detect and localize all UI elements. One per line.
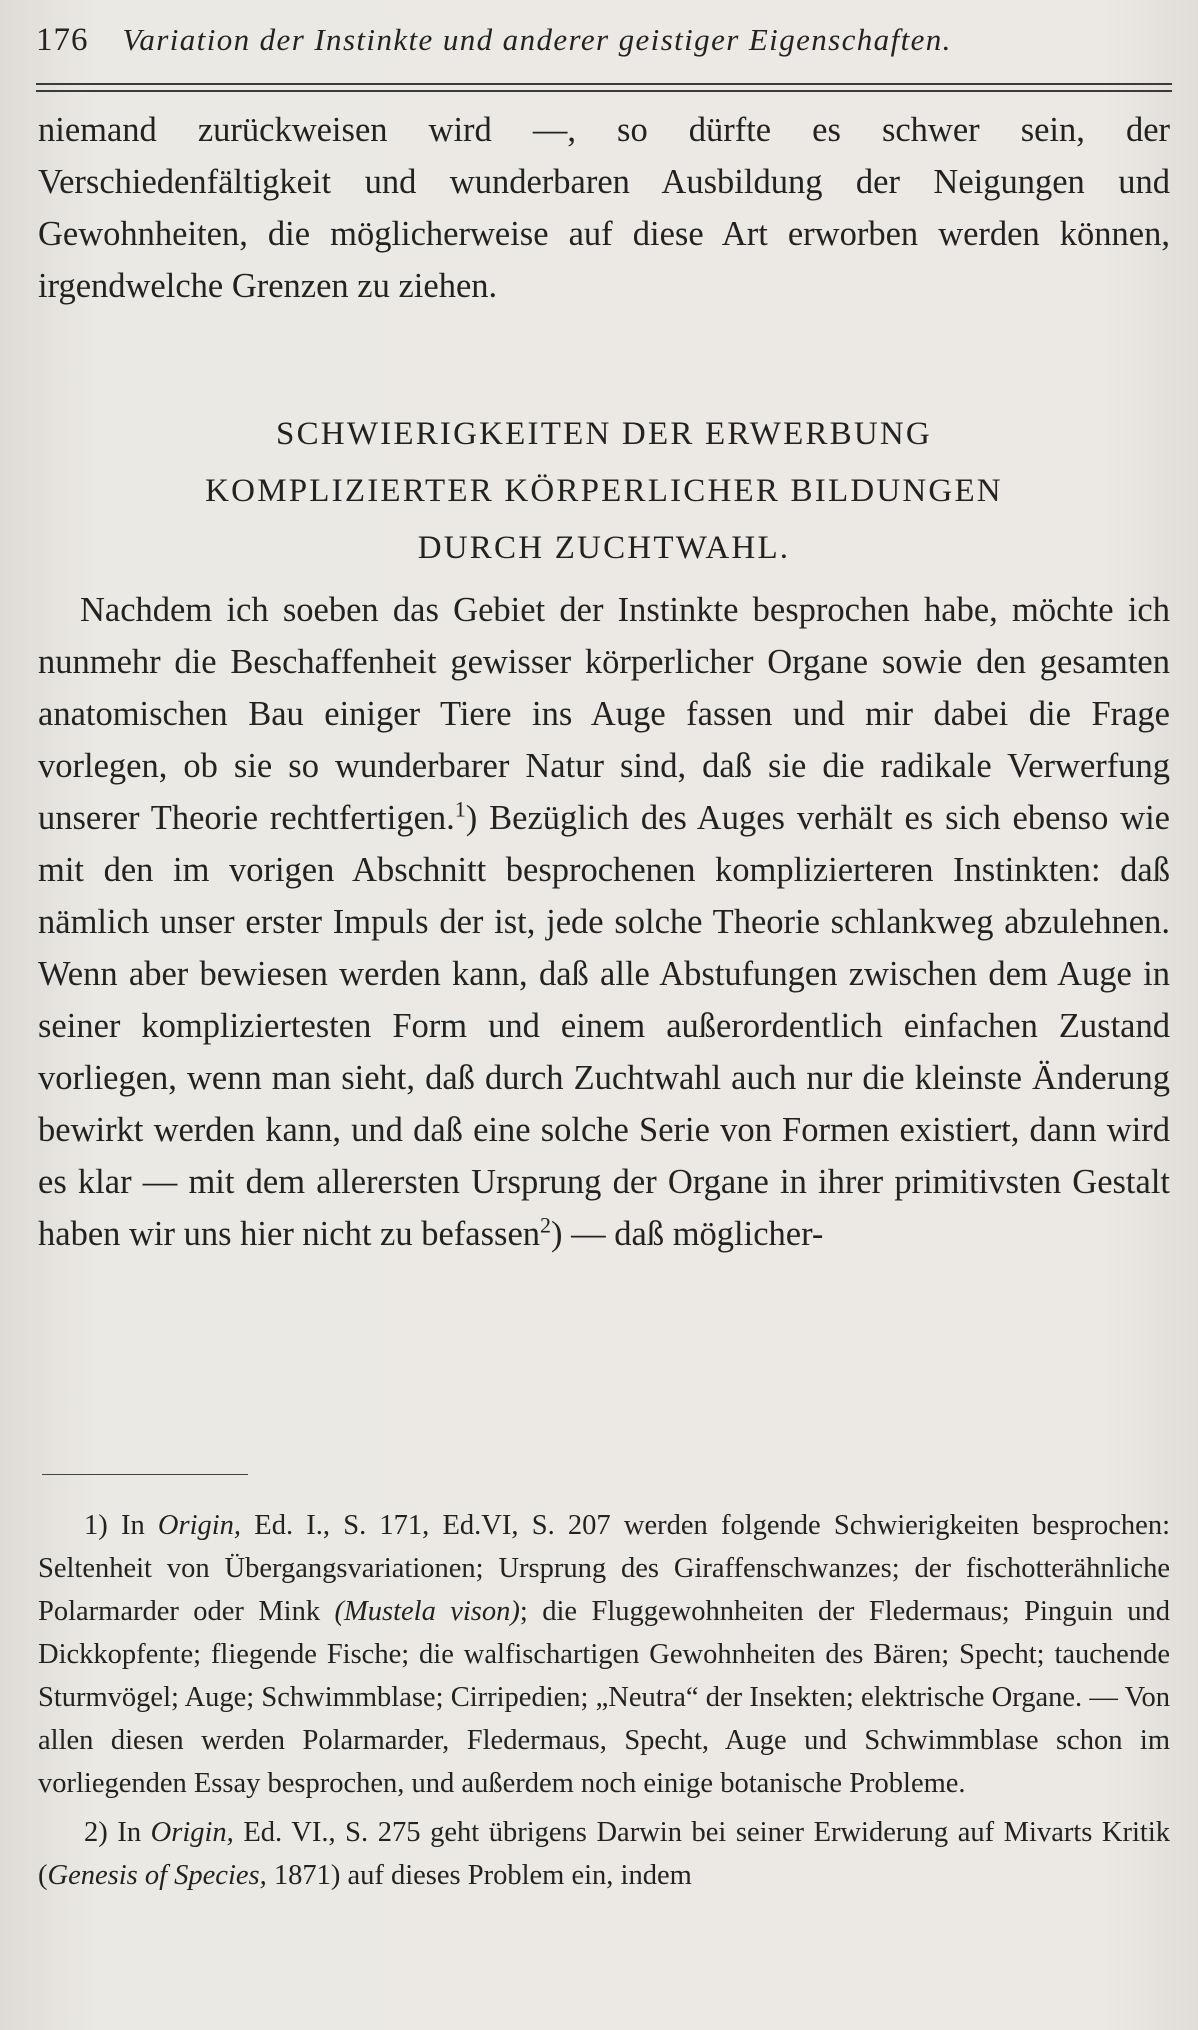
footnote-ref-1: 1 bbox=[454, 796, 466, 822]
footnote-1-text-2: ; die Fluggewohnheiten der Fledermaus; Pinguin und Dickkopfente; fliegende Fische; die walfischartigen Gewohnheiten des Bären; Specht; tauchende Sturmvögel; Auge; Schwimmblase; Cirripedien; „Neutra“ der Insekten; elektrische Organe. — Von allen diesen werden Polarmarder, Fledermaus, Specht, Auge und Schwimmblase schon im vorliegenden Essay besprochen, und außerdem noch einige botanische Probleme. bbox=[38, 1596, 1170, 1799]
paragraph-main bbox=[38, 584, 1170, 1260]
footnote-2 bbox=[38, 1811, 1170, 1897]
footnote-2-origin: Origin, bbox=[150, 1817, 234, 1848]
paragraph-main-part-1: Nachdem ich soeben das Gebiet der Instinkte besprochen habe, möchte ich nunmehr die Beschaffenheit gewisser körperlicher Organe sowie den gesamten anatomischen Bau einiger Tiere ins Auge fassen und mir dabei die Frage vorlegen, ob sie so wunderbarer Natur sind, daß sie die radikale Verwerfung unserer Theorie rechtfertigen. bbox=[38, 591, 1170, 837]
page-header bbox=[36, 22, 1172, 72]
footnote-2-text-1: Ed. VI., S. 275 geht übrigens Darwin bei seiner Erwiderung auf Mivarts Kritik ( bbox=[38, 1817, 1171, 1891]
section-heading-line-3: DURCH ZUCHTWAHL. bbox=[417, 530, 791, 566]
paragraph-main-part-2: ) Bezüglich des Auges verhält es sich ebenso wie mit den im vorigen Abschnitt besprochenen komplizierteren Instinkten: daß nämlich unser erster Impuls der ist, jede solche Theorie schlankweg abzulehnen. Wenn aber bewiesen werden kann, daß alle Abstufungen zwischen dem Auge in seiner kompliziertesten Form und einem außerordentlich einfachen Zustand vorliegen, wenn man sieht, daß durch Zuchtwahl auch nur die kleinste Änderung bewirkt werden kann, und daß eine solche Serie von Formen existiert, dann wird es klar — mit dem allerersten Ursprung der Organe in ihrer primitivsten Gestalt haben wir uns hier nicht zu befassen bbox=[38, 799, 1170, 1253]
running-head: Variation der Instinkte und anderer geistiger Eigenschaften. bbox=[122, 22, 952, 57]
header-rule-top bbox=[36, 83, 1172, 85]
footnote-1 bbox=[38, 1504, 1170, 1805]
paragraph-continuation: niemand zurückweisen wird —, so dürfte es schwer sein, der Verschiedenfältigkeit und wunderbaren Ausbildung der Neigungen und Gewohnheiten, die möglicherweise auf diese Art erworben werden können, irgendwelche Grenzen zu ziehen. bbox=[38, 111, 1170, 305]
footnote-ref-2: 2 bbox=[540, 1212, 552, 1238]
section-heading-line-2: KOMPLIZIERTER KÖRPERLICHER BILDUNGEN bbox=[205, 473, 1003, 509]
footnote-2-text-2: 1871) auf dieses Problem ein, indem bbox=[266, 1860, 692, 1891]
paragraph-main-part-3: ) — daß möglicher- bbox=[551, 1215, 824, 1253]
footnote-1-text-1: Ed. I., S. 171, Ed.VI, S. 207 werden folgende Schwierigkeiten besprochen: Seltenheit von Übergangsvariationen; Ursprung des Giraffenschwanzes; der fischotterähnliche Polarmarder oder Mink bbox=[38, 1510, 1170, 1627]
footnote-1-origin: Origin, bbox=[157, 1510, 242, 1541]
footnote-separator bbox=[42, 1474, 248, 1475]
header-rule-bottom bbox=[36, 90, 1172, 92]
page-number: 176 bbox=[36, 22, 89, 58]
footnote-2-marker: 2) In bbox=[84, 1817, 151, 1848]
footnote-2-book: Genesis of Species, bbox=[47, 1860, 267, 1891]
footnotes bbox=[38, 1504, 1170, 1903]
footnote-1-marker: 1) In bbox=[84, 1510, 158, 1541]
section-heading-line-1: SCHWIERIGKEITEN DER ERWERBUNG bbox=[276, 416, 932, 452]
footnote-1-species: (Mustela vison) bbox=[334, 1596, 520, 1627]
section-heading bbox=[38, 406, 1170, 577]
